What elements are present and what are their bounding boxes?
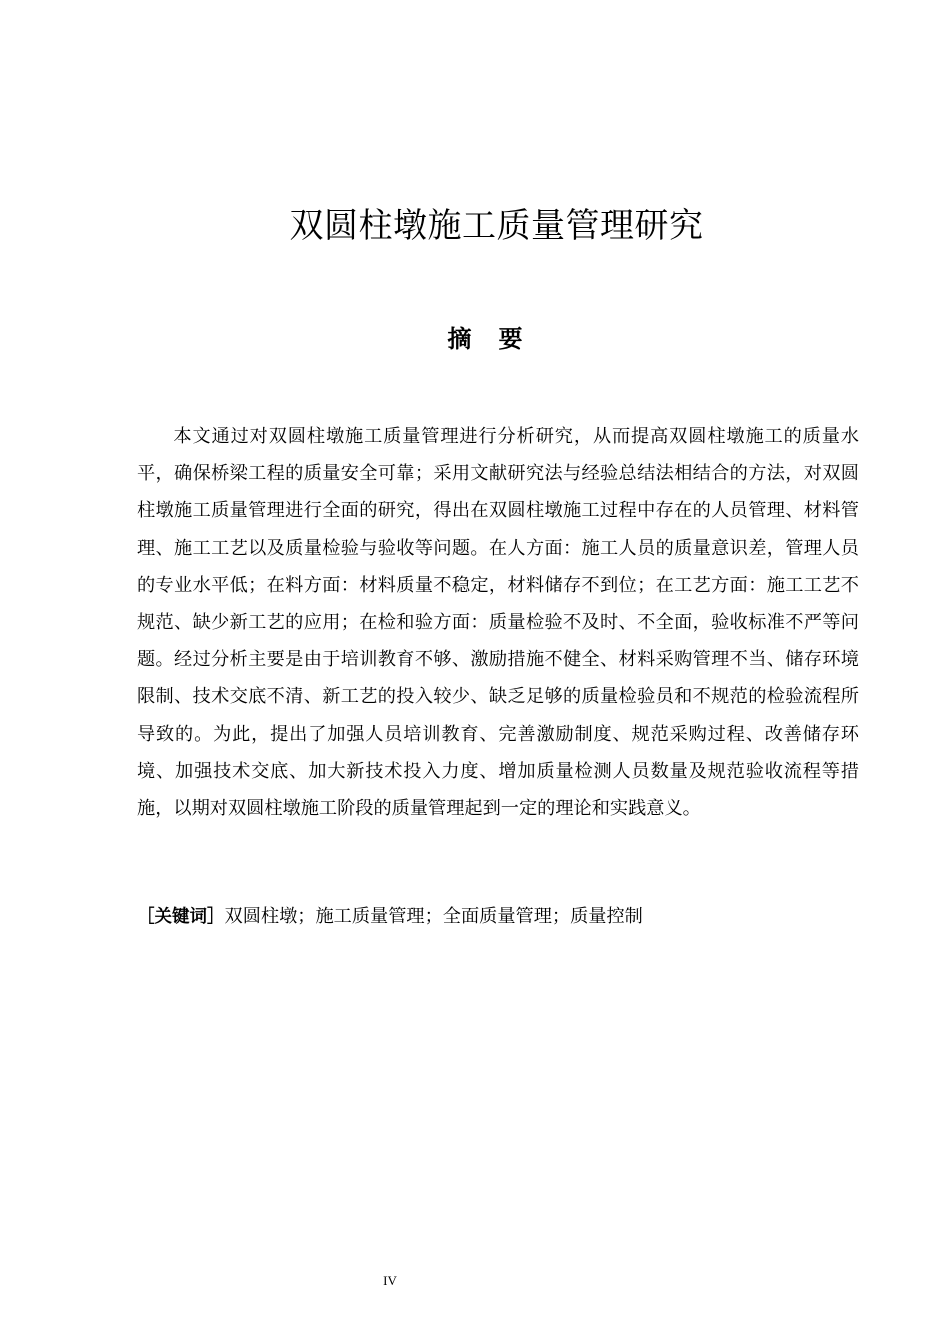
document-title: 双圆柱墩施工质量管理研究 [289,206,704,246]
keywords-line [137,902,859,932]
abstract-body: 本文通过对双圆柱墩施工质量管理进行分析研究，从而提高双圆柱墩施工的质量水平，确保桥梁工程的质量安全可靠；采用文献研究法与经验总结法相结合的方法，对双圆柱墩施工质量管理进行全面的研究，得出在双圆柱墩施工过程中存在的人员管理、材料管理、施工工艺以及质量检验与验收等问题。在人方面：施工人员的质量意识差，管理人员的专业水平低；在料方面：材料质量不稳定，材料储存不到位；在工艺方面：施工工艺不规范、缺少新工艺的应用；在检和验方面：质量检验不及时、不全面，验收标准不严等问题。经过分析主要是由于培训教育不够、激励措施不健全、材料采购管理不当、储存环境限制、技术交底不清、新工艺的投入较少、缺乏足够的质量检验员和不规范的检验流程所导致的。为此，提出了加强人员培训教育、完善激励制度、规范采购过程、改善储存环境、加强技术交底、加大新技术投入力度、增加质量检测人员数量及规范验收流程等措施，以期对双圆柱墩施工阶段的质量管理起到一定的理论和实践意义。 [137,426,859,820]
keywords-text: 双圆柱墩；施工质量管理；全面质量管理；质量控制 [224,906,643,927]
page-number: IV [383,1273,397,1288]
abstract-heading: 摘要 [447,325,550,353]
keywords-label: ［关键词］ [137,907,225,927]
